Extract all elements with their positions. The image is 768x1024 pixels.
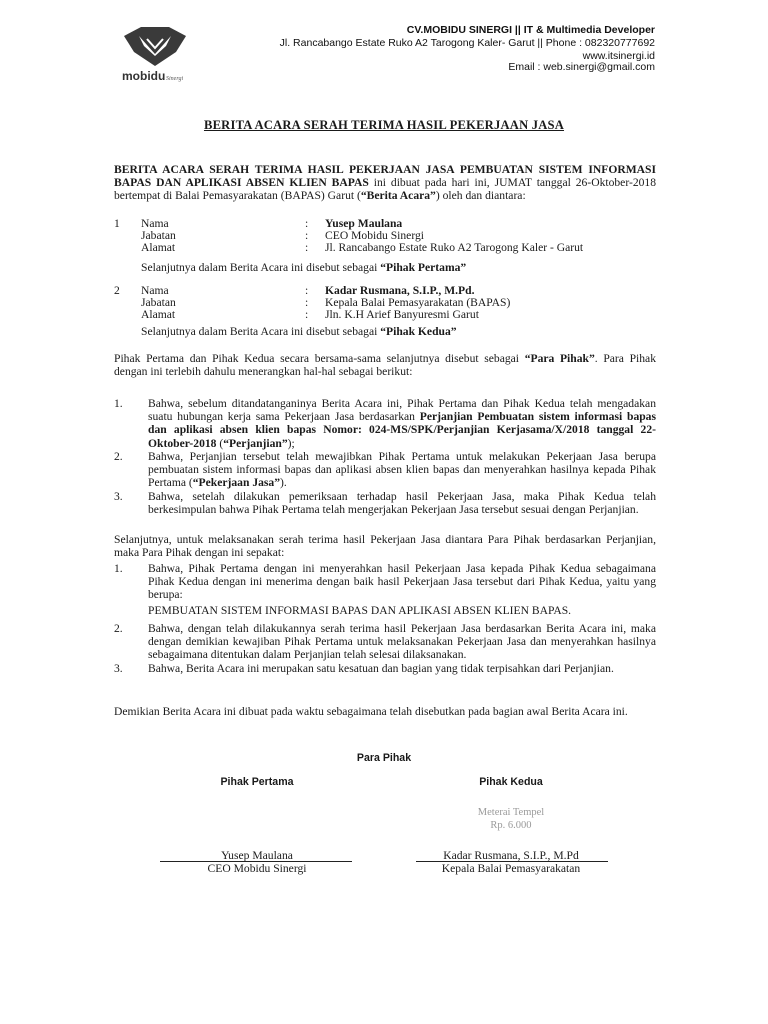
second-party-signer-role: Kepala Balai Pemasyarakatan: [441, 862, 581, 875]
party2-colon: :: [305, 296, 309, 309]
intro-text: ini dibuat pada hari ini, JUMAT tanggal 26-Oktober-2018 bertempat di Balai Pemasyarakatan (BAPAS) Garut (: [114, 176, 657, 203]
closing-paragraph: Demikian Berita Acara ini dibuat pada waktu sebagaimana telah disebutkan pada bagian awal Berita Acara ini.: [114, 705, 628, 718]
first-party-signer-role: CEO Mobidu Sinergi: [207, 862, 307, 875]
signature-heading: Para Pihak: [356, 752, 412, 764]
mobidu-logo-icon: [114, 22, 196, 84]
intro-text-end: ) oleh dan diantara:: [435, 189, 526, 203]
agreement-item: Bahwa, Berita Acara ini merupakan satu kesatuan dan bagian yang tidak terpisahkan dari Perjanjian.: [148, 662, 614, 675]
second-party-signer-name: Kadar Rusmana, S.I.P., M.Pd: [443, 849, 579, 862]
party2-value-address: Jln. K.H Arief Banyuresmi Garut: [325, 308, 479, 321]
recital-item: Bahwa, setelah dilakukan pemeriksaan terhadap hasil Pekerjaan Jasa, maka Pihak Kedua telah berkesimpulan bahwa Pihak Pertama telah mengerjakan Pekerjaan Jasa tersebut sesuai dengan Perjanjian.: [148, 490, 656, 517]
company-logo: [114, 22, 196, 84]
party1-colon: :: [305, 229, 309, 242]
party2-note: Selanjutnya dalam Berita Acara ini disebut sebagai “Pihak Kedua”: [141, 325, 457, 338]
letterhead-email: Email : web.sinergi@gmail.com: [508, 61, 655, 73]
second-party-title: Pihak Kedua: [479, 776, 543, 788]
party2-colon: :: [305, 308, 309, 321]
first-party-title: Pihak Pertama: [220, 776, 294, 788]
party1-number: 1: [114, 217, 120, 230]
party2-value-position: Kepala Balai Pemasyarakatan (BAPAS): [325, 296, 511, 309]
letterhead-company: CV.MOBIDU SINERGI || IT & Multimedia Developer: [406, 24, 655, 36]
party1-value-position: CEO Mobidu Sinergi: [325, 229, 424, 242]
party2-colon: :: [305, 284, 309, 297]
recital-number: 2.: [114, 450, 123, 463]
party1-label-name: Nama: [141, 217, 169, 230]
agreement-item: Bahwa, Pihak Pertama dengan ini menyerahkan hasil Pekerjaan Jasa kepada Pihak Kedua sebagaimana Pihak Kedua dengan ini menerima dengan baik hasil Pekerjaan Jasa tersebut dari Pihak Kedua, yaitu yang berupa:: [148, 562, 656, 602]
party2-note-term: “Pihak Kedua”: [380, 325, 457, 338]
intro-bold-term: “Berita Acara”: [360, 189, 436, 203]
intro-paragraph: [114, 163, 656, 203]
party1-value-name: Yusep Maulana: [325, 217, 403, 230]
letterhead-address: Jl. Rancabango Estate Ruko A2 Tarogong Kaler- Garut || Phone : 082320777692: [279, 37, 655, 49]
party1-colon: :: [305, 241, 309, 254]
deliverable-text: PEMBUATAN SISTEM INFORMASI BAPAS DAN APLIKASI ABSEN KLIEN BAPAS.: [148, 604, 572, 617]
letterhead-website: www.itsinergi.id: [582, 50, 655, 62]
para-pihak-term: “Para Pihak”: [524, 352, 595, 365]
party1-note: Selanjutnya dalam Berita Acara ini disebut sebagai “Pihak Pertama”: [141, 261, 467, 274]
party1-value-address: Jl. Rancabango Estate Ruko A2 Tarogong Kaler - Garut: [325, 241, 584, 254]
recital-item: Bahwa, sebelum ditandatanganinya Berita Acara ini, Pihak Pertama dan Pihak Kedua telah mengadakan suatu hubungan kerja sama Pekerjaan Jasa berdasarkan Perjanjian Pembuatan sistem informasi bapas dan aplikasi absen klien bapas Nomor: 024-MS/SPK/Perjanjian Kerjasama/X/2018 tanggal 22-Oktober-2018 (“Perjanjian”);: [148, 397, 656, 450]
stamp-label: Meterai Tempel: [477, 807, 545, 818]
party2-label-address: Alamat: [141, 308, 176, 321]
document-title: BERITA ACARA SERAH TERIMA HASIL PEKERJAAN JASA: [203, 118, 565, 132]
stamp-amount: Rp. 6.000: [490, 820, 532, 831]
party1-note-term: “Pihak Pertama”: [380, 261, 467, 274]
agreement-number: 2.: [114, 622, 123, 635]
para-pihak-paragraph: Pihak Pertama dan Pihak Kedua secara bersama-sama selanjutnya disebut sebagai “Para Pihak”. Para Pihak dengan ini terlebih dahulu menerangkan hal-hal sebagai berikut:: [114, 352, 656, 379]
party2-label-position: Jabatan: [141, 296, 176, 309]
party2-value-name: Kadar Rusmana, S.I.P., M.Pd.: [325, 284, 475, 297]
recital-number: 3.: [114, 490, 123, 503]
party1-label-address: Alamat: [141, 241, 176, 254]
recital-number: 1.: [114, 397, 123, 410]
agreement-paragraph: Selanjutnya, untuk melaksanakan serah terima hasil Pekerjaan Jasa diantara Para Pihak berdasarkan Perjanjian, maka Para Pihak dengan ini sepakat:: [114, 533, 656, 560]
party1-label-position: Jabatan: [141, 229, 176, 242]
party2-label-name: Nama: [141, 284, 169, 297]
logo-subtext: Sinergi: [166, 76, 184, 82]
party1-colon: :: [305, 217, 309, 230]
first-party-signer-name: Yusep Maulana: [221, 849, 293, 862]
agreement-number: 3.: [114, 662, 123, 675]
intro-bold: BERITA ACARA SERAH TERIMA HASIL PEKERJAAN JASA PEMBUATAN SISTEM INFORMASI BAPAS DAN APLIKASI ABSEN KLIEN BAPAS: [114, 163, 656, 190]
party2-number: 2: [114, 284, 120, 297]
logo-text: mobidu: [122, 69, 166, 83]
agreement-item: Bahwa, dengan telah dilakukannya serah terima hasil Pekerjaan Jasa berdasarkan Berita Acara ini, maka dengan demikian kewajiban Pihak Pertama untuk melaksanakan Pekerjaan Jasa dan menyerahkan hasilnya sebagaimana ditentukan dalam Perjanjian telah selesai dilaksanakan.: [148, 622, 656, 662]
agreement-number: 1.: [114, 562, 123, 575]
recital-item: Bahwa, Perjanjian tersebut telah mewajibkan Pihak Pertama untuk melakukan Pekerjaan Jasa berupa pembuatan sistem informasi bapas dan aplikasi absen klien bapas dan menyerahkan hasilnya kepada Pihak Pertama (“Pekerjaan Jasa”).: [148, 450, 656, 490]
